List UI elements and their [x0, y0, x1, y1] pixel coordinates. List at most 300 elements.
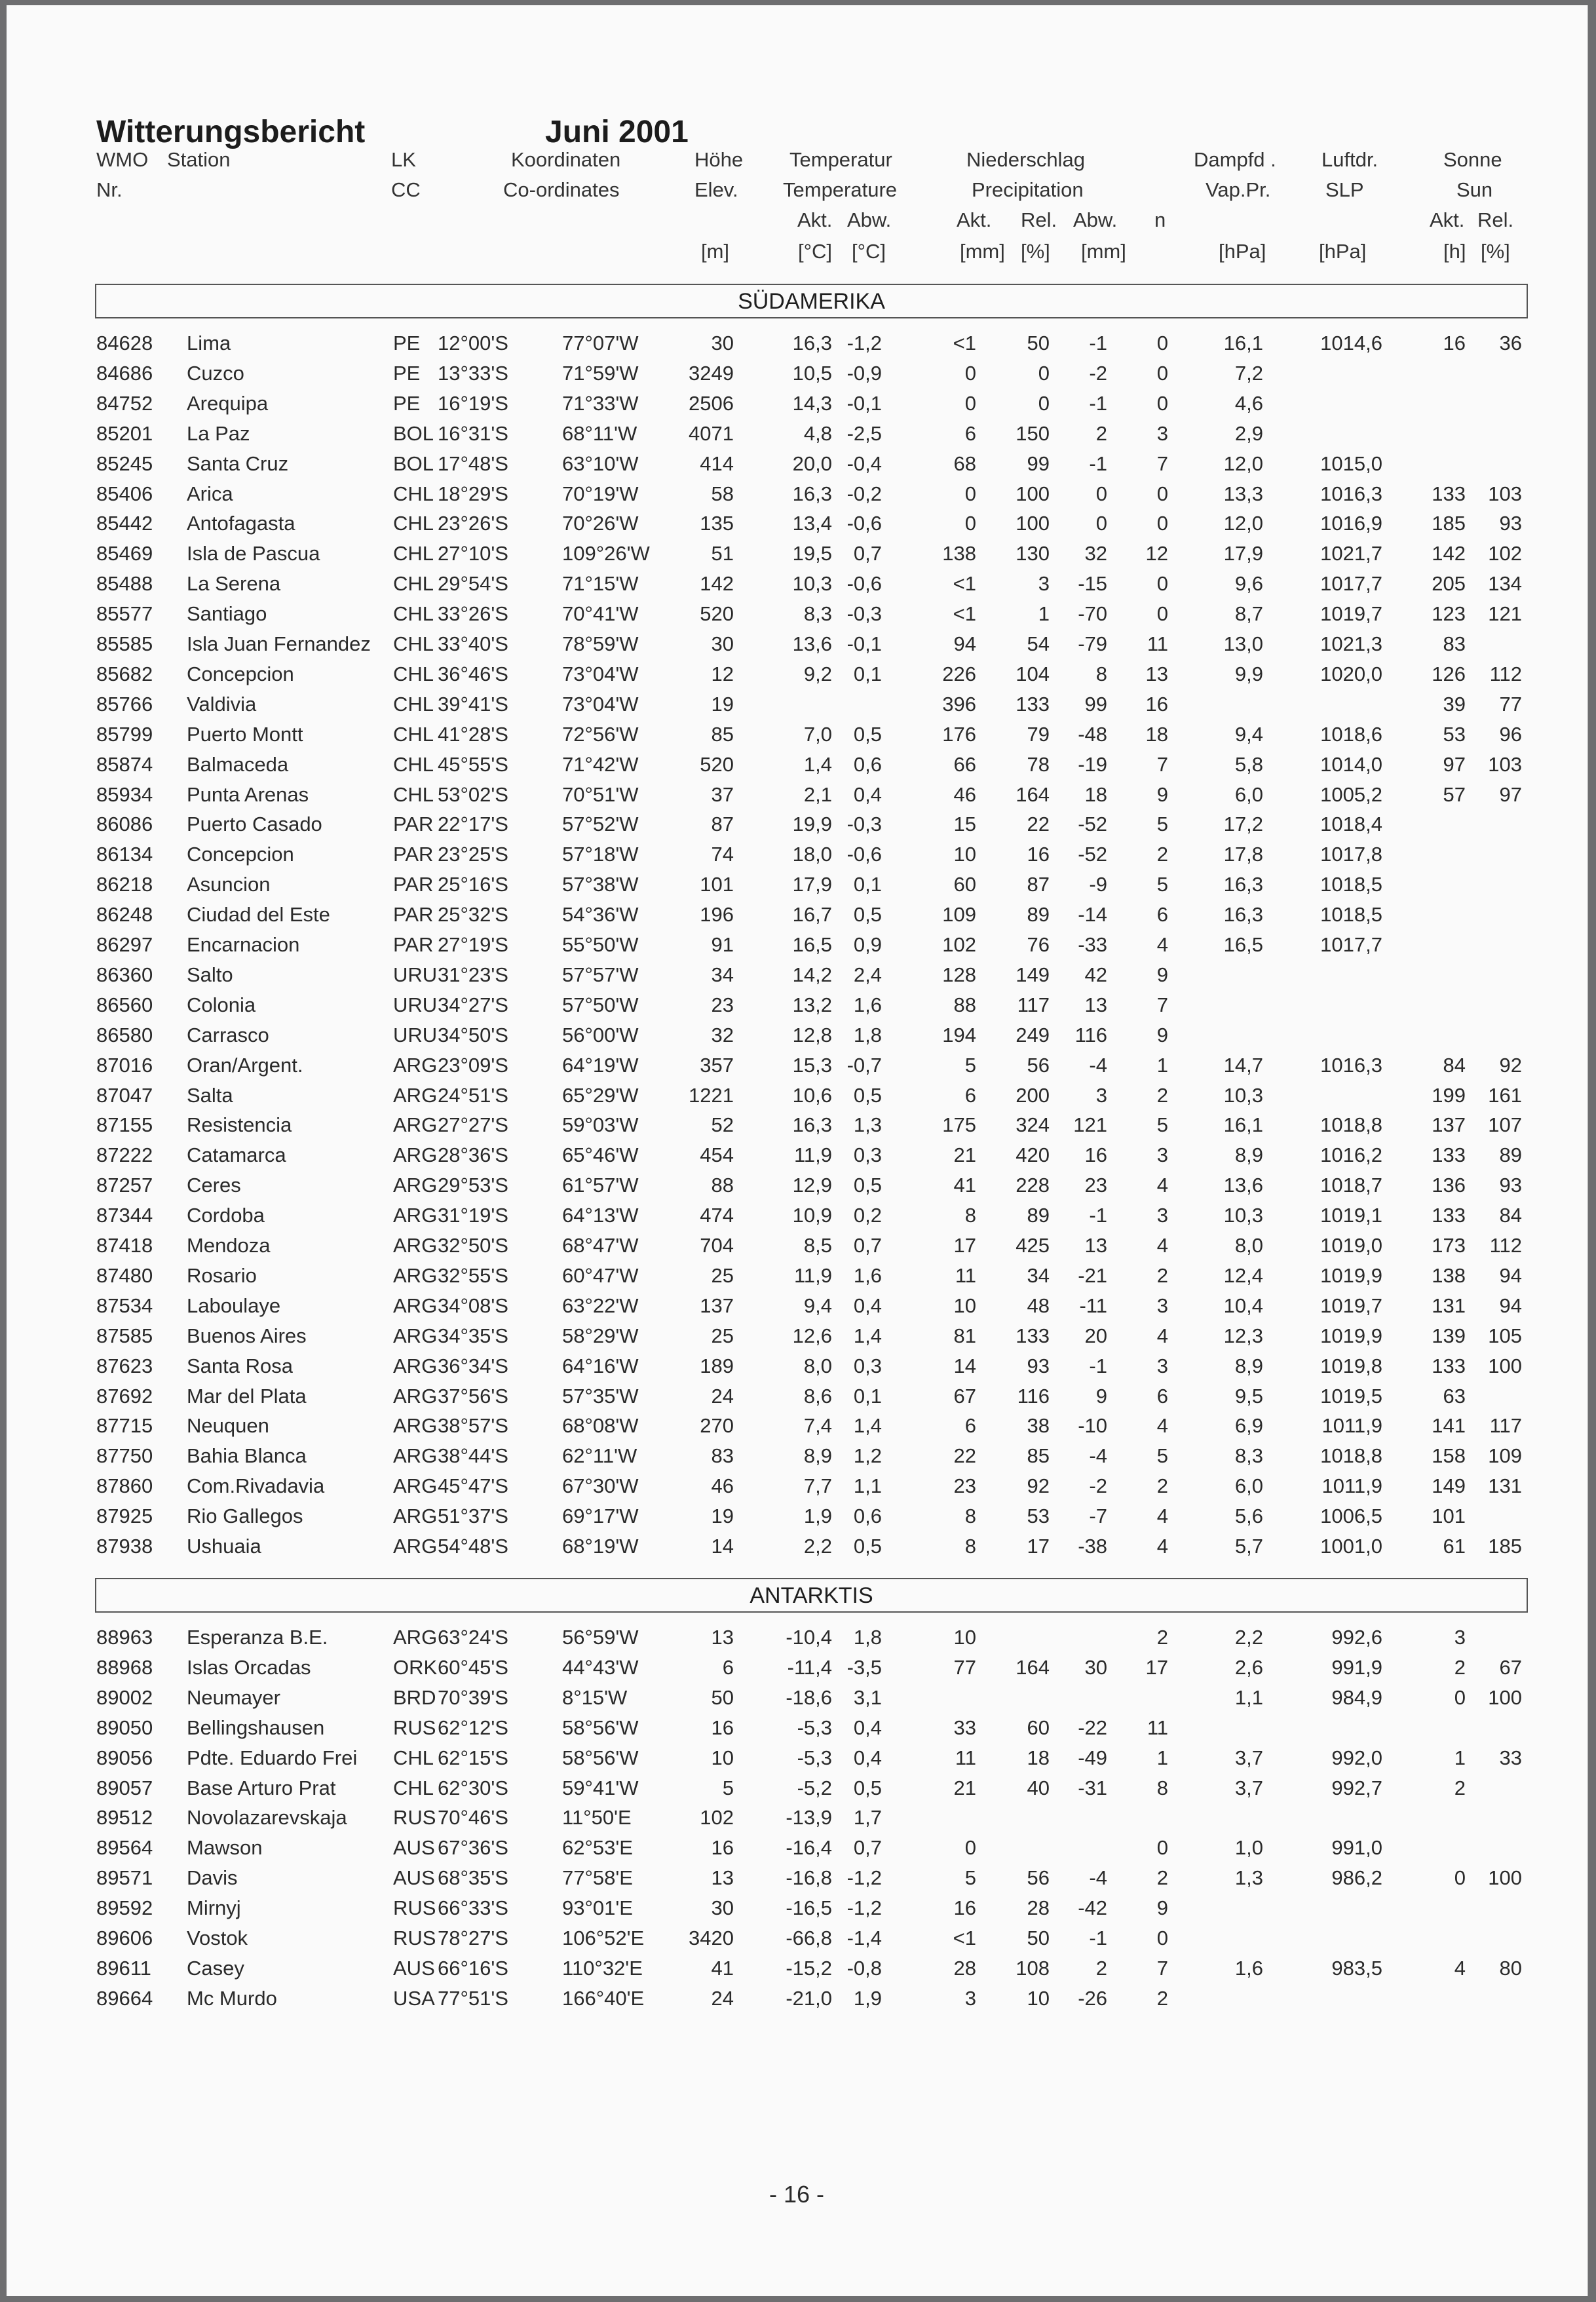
cell-longitude: 60°47'W	[562, 1263, 639, 1287]
cell-sun-rel: 77	[1499, 692, 1522, 716]
cell-precip-abw: 32	[1084, 542, 1107, 566]
cell-temp-akt: -16,8	[786, 1866, 832, 1890]
cell-temp-akt: 12,8	[792, 1023, 832, 1046]
cell-temp-akt: 7,0	[803, 722, 832, 746]
cell-slp: 1019,9	[1320, 1263, 1382, 1287]
cell-precip-akt: 60	[953, 873, 976, 896]
cell-precip-days: 7	[1156, 993, 1168, 1016]
cell-precip-abw: 0	[1095, 482, 1107, 505]
cell-station: Catamarca	[187, 1143, 286, 1167]
cell-sun-rel: 131	[1488, 1474, 1522, 1498]
cell-latitude: 27°19'S	[438, 933, 508, 956]
cell-temp-akt: 7,7	[803, 1474, 832, 1498]
cell-temp-abw: 0,6	[853, 752, 882, 776]
cell-precip-rel: 79	[1027, 722, 1050, 746]
cell-latitude: 32°55'S	[438, 1263, 508, 1287]
cell-precip-days: 4	[1156, 1414, 1168, 1438]
cell-precip-akt: 21	[953, 1776, 976, 1799]
cell-precip-rel: 87	[1027, 873, 1050, 896]
table-row	[7, 508, 1587, 539]
cell-elevation: 46	[711, 1474, 734, 1498]
cell-slp: 1016,3	[1320, 1053, 1382, 1077]
cell-latitude: 36°46'S	[438, 662, 508, 685]
table-row	[7, 599, 1587, 629]
table-row	[7, 809, 1587, 839]
cell-temp-akt: -5,3	[797, 1716, 832, 1739]
cell-precip-akt: 11	[955, 1746, 976, 1769]
cell-station: Rosario	[187, 1263, 257, 1287]
cell-slp: 1018,5	[1320, 873, 1382, 896]
cell-vapour-pressure: 13,3	[1223, 482, 1263, 505]
cell-latitude: 27°27'S	[438, 1113, 508, 1137]
cell-precip-rel: 164	[1016, 1655, 1050, 1679]
cell-precip-rel: 1	[1038, 602, 1050, 626]
cell-slp: 992,7	[1331, 1776, 1382, 1799]
hdr-nied-rel: Rel.	[1021, 208, 1057, 231]
cell-wmo-nr: 85874	[96, 752, 153, 776]
cell-precip-days: 6	[1156, 903, 1168, 927]
cell-temp-akt: 19,5	[792, 542, 832, 566]
cell-precip-akt: 41	[953, 1174, 976, 1197]
cell-precip-akt: 8	[964, 1204, 976, 1227]
cell-vapour-pressure: 8,7	[1234, 602, 1263, 626]
cell-wmo-nr: 89664	[96, 1986, 153, 2010]
cell-country: URU	[393, 1023, 438, 1046]
hdr-temperatur: Temperatur	[789, 148, 892, 171]
cell-station: Balmaceda	[187, 752, 289, 776]
cell-sun-akt: 101	[1432, 1505, 1466, 1528]
cell-sun-rel: 96	[1499, 722, 1522, 746]
cell-precip-rel: 60	[1027, 1716, 1050, 1739]
cell-vapour-pressure: 6,0	[1234, 1474, 1263, 1498]
cell-sun-akt: 83	[1443, 632, 1466, 655]
cell-latitude: 25°16'S	[438, 873, 508, 896]
cell-sun-akt: 137	[1432, 1113, 1466, 1137]
cell-sun-rel: 103	[1488, 482, 1522, 505]
cell-country: PAR	[393, 903, 434, 927]
cell-vapour-pressure: 13,6	[1223, 1174, 1263, 1197]
cell-vapour-pressure: 13,0	[1223, 632, 1263, 655]
table-row	[7, 960, 1587, 990]
cell-longitude: 57°50'W	[562, 993, 639, 1016]
cell-longitude: 93°01'E	[562, 1896, 633, 1920]
cell-elevation: 37	[711, 782, 734, 806]
table-row	[7, 1381, 1587, 1411]
hdr-sun: Sun	[1456, 178, 1493, 201]
cell-sun-akt: 3	[1454, 1626, 1466, 1649]
cell-longitude: 70°51'W	[562, 782, 639, 806]
cell-precip-abw: -4	[1089, 1053, 1107, 1077]
cell-temp-akt: 16,3	[792, 1113, 832, 1137]
table-row	[7, 1261, 1587, 1291]
cell-station: Cordoba	[187, 1204, 265, 1227]
cell-longitude: 58°56'W	[562, 1746, 639, 1769]
cell-latitude: 28°36'S	[438, 1143, 508, 1167]
cell-elevation: 454	[700, 1143, 734, 1167]
cell-temp-abw: -0,7	[846, 1053, 882, 1077]
cell-precip-abw: 23	[1084, 1174, 1107, 1197]
cell-wmo-nr: 89050	[96, 1716, 153, 1739]
hdr-nied-unit-akt: [mm]	[960, 240, 1005, 263]
table-row	[7, 539, 1587, 569]
cell-temp-akt: -15,2	[786, 1956, 832, 1980]
cell-longitude: 71°59'W	[562, 361, 639, 385]
cell-slp: 1018,6	[1320, 722, 1382, 746]
cell-longitude: 57°18'W	[562, 843, 639, 866]
cell-station: Mawson	[187, 1836, 263, 1860]
cell-station: Asuncion	[187, 873, 271, 896]
cell-temp-abw: -0,3	[846, 813, 882, 836]
cell-station: Esperanza B.E.	[187, 1626, 328, 1649]
cell-precip-days: 18	[1145, 722, 1168, 746]
cell-longitude: 58°56'W	[562, 1716, 639, 1739]
cell-precip-abw: -21	[1078, 1263, 1107, 1287]
cell-country: BOL	[393, 421, 434, 445]
cell-precip-rel: 50	[1027, 332, 1050, 355]
cell-slp: 1005,2	[1320, 782, 1382, 806]
cell-elevation: 74	[711, 843, 734, 866]
cell-sun-akt: 4	[1454, 1956, 1466, 1980]
cell-latitude: 62°15'S	[438, 1746, 508, 1769]
cell-latitude: 34°27'S	[438, 993, 508, 1016]
cell-latitude: 68°35'S	[438, 1866, 508, 1890]
cell-wmo-nr: 86297	[96, 933, 153, 956]
cell-temp-abw: -0,1	[846, 391, 882, 415]
cell-temp-abw: 0,4	[853, 782, 882, 806]
cell-vapour-pressure: 8,9	[1234, 1354, 1263, 1377]
cell-wmo-nr: 84628	[96, 332, 153, 355]
cell-longitude: 57°38'W	[562, 873, 639, 896]
cell-wmo-nr: 85682	[96, 662, 153, 685]
cell-precip-akt: 194	[942, 1023, 976, 1046]
cell-latitude: 18°29'S	[438, 482, 508, 505]
cell-latitude: 34°35'S	[438, 1324, 508, 1347]
cell-elevation: 2506	[689, 391, 734, 415]
cell-elevation: 4071	[689, 421, 734, 445]
cell-latitude: 41°28'S	[438, 722, 508, 746]
cell-precip-days: 3	[1156, 1143, 1168, 1167]
cell-vapour-pressure: 5,7	[1234, 1535, 1263, 1558]
cell-precip-akt: 175	[942, 1113, 976, 1137]
cell-country: ARG	[393, 1143, 438, 1167]
cell-station: Laboulaye	[187, 1294, 281, 1317]
cell-elevation: 23	[711, 993, 734, 1016]
cell-longitude: 57°57'W	[562, 963, 639, 986]
cell-elevation: 25	[711, 1324, 734, 1347]
section-title-antarktis: ANTARKTIS	[95, 1578, 1528, 1613]
cell-wmo-nr: 86560	[96, 993, 153, 1016]
table-row	[7, 1622, 1587, 1653]
cell-temp-akt: 16,3	[792, 482, 832, 505]
cell-sun-akt: 2	[1454, 1776, 1466, 1799]
cell-longitude: 55°50'W	[562, 933, 639, 956]
cell-station: Colonia	[187, 993, 256, 1016]
cell-temp-abw: 1,1	[853, 1474, 882, 1498]
cell-station: Casey	[187, 1956, 244, 1980]
cell-sun-rel: 102	[1488, 542, 1522, 566]
hdr-elev: Elev.	[694, 178, 738, 201]
cell-temp-abw: -1,2	[846, 332, 882, 355]
cell-precip-akt: 14	[953, 1354, 976, 1377]
cell-temp-akt: 18,0	[792, 843, 832, 866]
cell-slp: 1018,5	[1320, 903, 1382, 927]
cell-wmo-nr: 86580	[96, 1023, 153, 1046]
cell-latitude: 70°39'S	[438, 1685, 508, 1709]
cell-sun-rel: 84	[1499, 1204, 1522, 1227]
cell-latitude: 16°31'S	[438, 421, 508, 445]
cell-longitude: 63°22'W	[562, 1294, 639, 1317]
cell-vapour-pressure: 1,0	[1234, 1836, 1263, 1860]
cell-temp-akt: 10,5	[792, 361, 832, 385]
cell-station: Davis	[187, 1866, 238, 1890]
cell-elevation: 5	[722, 1776, 734, 1799]
cell-vapour-pressure: 4,6	[1234, 391, 1263, 415]
cell-longitude: 106°52'E	[562, 1927, 645, 1949]
cell-slp: 1019,7	[1320, 602, 1382, 626]
cell-slp: 1019,9	[1320, 1324, 1382, 1347]
cell-station: Cuzco	[187, 361, 244, 385]
cell-temp-abw: 0,9	[853, 933, 882, 956]
cell-vapour-pressure: 12,3	[1223, 1324, 1263, 1347]
cell-precip-abw: -15	[1078, 572, 1107, 596]
cell-precip-rel: 76	[1027, 933, 1050, 956]
cell-longitude: 57°35'W	[562, 1384, 639, 1408]
cell-precip-rel: 89	[1027, 1204, 1050, 1227]
cell-temp-abw: -0,9	[846, 361, 882, 385]
cell-precip-abw: -22	[1078, 1716, 1107, 1739]
cell-country: CHL	[393, 542, 434, 566]
cell-station: Ushuaia	[187, 1535, 261, 1558]
cell-longitude: 64°19'W	[562, 1053, 639, 1077]
cell-temp-akt: 2,1	[803, 782, 832, 806]
cell-precip-akt: 10	[953, 1294, 976, 1317]
cell-temp-akt: -13,9	[786, 1806, 832, 1830]
cell-precip-rel: 100	[1016, 482, 1050, 505]
table-row	[7, 569, 1587, 599]
cell-precip-rel: 38	[1027, 1414, 1050, 1438]
cell-country: ARG	[393, 1113, 438, 1137]
cell-precip-days: 5	[1156, 873, 1168, 896]
cell-wmo-nr: 89592	[96, 1896, 153, 1920]
cell-temp-akt: 8,0	[803, 1354, 832, 1377]
cell-precip-akt: 77	[953, 1655, 976, 1679]
cell-temp-abw: 0,4	[853, 1294, 882, 1317]
cell-elevation: 50	[711, 1685, 734, 1709]
cell-precip-rel: 89	[1027, 903, 1050, 927]
cell-station: Arica	[187, 482, 233, 505]
cell-country: CHL	[393, 572, 434, 596]
cell-sun-rel: 93	[1499, 1174, 1522, 1197]
cell-station: Vostok	[187, 1927, 248, 1949]
cell-precip-days: 2	[1156, 1083, 1168, 1107]
cell-station: Isla Juan Fernandez	[187, 632, 371, 655]
cell-precip-days: 0	[1156, 482, 1168, 505]
cell-sun-akt: 133	[1432, 1204, 1466, 1227]
cell-temp-abw: 2,4	[853, 963, 882, 986]
cell-latitude: 13°33'S	[438, 361, 508, 385]
cell-latitude: 70°46'S	[438, 1806, 508, 1830]
cell-precip-days: 4	[1156, 1174, 1168, 1197]
cell-country: ORK	[393, 1655, 438, 1679]
cell-precip-rel: 78	[1027, 752, 1050, 776]
cell-elevation: 196	[700, 903, 734, 927]
cell-sun-rel: 185	[1488, 1535, 1522, 1558]
table-row	[7, 1893, 1587, 1923]
table-row	[7, 839, 1587, 870]
cell-longitude: 71°42'W	[562, 752, 639, 776]
cell-elevation: 10	[711, 1746, 734, 1769]
cell-vapour-pressure: 6,0	[1234, 782, 1263, 806]
cell-slp: 991,0	[1331, 1836, 1382, 1860]
cell-temp-abw: 0,1	[853, 873, 882, 896]
cell-precip-akt: 176	[942, 722, 976, 746]
cell-longitude: 70°41'W	[562, 602, 639, 626]
cell-country: ARG	[393, 1384, 438, 1408]
cell-longitude: 64°16'W	[562, 1354, 639, 1377]
cell-temp-akt: 1,9	[803, 1505, 832, 1528]
cell-precip-rel: 92	[1027, 1474, 1050, 1498]
cell-slp: 1014,6	[1320, 332, 1382, 355]
cell-precip-days: 4	[1156, 1535, 1168, 1558]
cell-sun-rel: 100	[1488, 1354, 1522, 1377]
hdr-temp-abw: Abw.	[847, 208, 892, 231]
cell-precip-days: 3	[1156, 1354, 1168, 1377]
cell-station: Salto	[187, 963, 233, 986]
cell-longitude: 70°19'W	[562, 482, 639, 505]
cell-latitude: 32°50'S	[438, 1234, 508, 1257]
cell-elevation: 34	[711, 963, 734, 986]
cell-temp-akt: -5,2	[797, 1776, 832, 1799]
cell-sun-akt: 97	[1443, 752, 1466, 776]
cell-precip-days: 3	[1156, 1204, 1168, 1227]
cell-elevation: 12	[711, 662, 734, 685]
cell-longitude: 77°58'E	[562, 1866, 633, 1890]
cell-precip-akt: 0	[964, 512, 976, 535]
cell-elevation: 16	[711, 1836, 734, 1860]
cell-wmo-nr: 85488	[96, 572, 153, 596]
hdr-koordinaten: Koordinaten	[511, 148, 621, 171]
cell-wmo-nr: 86360	[96, 963, 153, 986]
cell-precip-rel: 150	[1016, 421, 1050, 445]
cell-temp-abw: 0,7	[853, 542, 882, 566]
cell-precip-abw: 20	[1084, 1324, 1107, 1347]
cell-latitude: 39°41'S	[438, 692, 508, 716]
cell-precip-akt: 46	[953, 782, 976, 806]
cell-station: Bahia Blanca	[187, 1444, 307, 1468]
cell-precip-akt: <1	[953, 572, 976, 596]
cell-slp: 1011,9	[1321, 1474, 1382, 1498]
cell-precip-abw: 13	[1084, 1234, 1107, 1257]
cell-slp: 1001,0	[1320, 1535, 1382, 1558]
cell-temp-akt: -16,4	[786, 1836, 832, 1860]
cell-elevation: 414	[700, 451, 734, 475]
table-row	[7, 870, 1587, 900]
cell-station: Neuquen	[187, 1414, 269, 1438]
cell-temp-akt: 12,6	[792, 1324, 832, 1347]
cell-wmo-nr: 89056	[96, 1746, 153, 1769]
cell-wmo-nr: 85585	[96, 632, 153, 655]
cell-vapour-pressure: 16,1	[1223, 332, 1263, 355]
cell-precip-abw: 2	[1095, 421, 1107, 445]
cell-precip-abw: 13	[1084, 993, 1107, 1016]
cell-latitude: 31°19'S	[438, 1204, 508, 1227]
cell-wmo-nr: 89057	[96, 1776, 153, 1799]
cell-slp: 984,9	[1331, 1685, 1382, 1709]
cell-temp-abw: 0,4	[853, 1746, 882, 1769]
cell-precip-akt: 6	[964, 1414, 976, 1438]
cell-latitude: 38°44'S	[438, 1444, 508, 1468]
cell-station: Santiago	[187, 602, 267, 626]
cell-precip-abw: -79	[1078, 632, 1107, 655]
cell-sun-akt: 139	[1432, 1324, 1466, 1347]
cell-latitude: 60°45'S	[438, 1655, 508, 1679]
cell-wmo-nr: 87257	[96, 1174, 153, 1197]
cell-temp-abw: -0,6	[846, 843, 882, 866]
cell-slp: 1018,7	[1320, 1174, 1382, 1197]
document-page	[7, 5, 1588, 2296]
table-row	[7, 1200, 1587, 1231]
cell-precip-rel: 249	[1016, 1023, 1050, 1046]
cell-wmo-nr: 85245	[96, 451, 153, 475]
cell-temp-akt: 10,3	[792, 572, 832, 596]
table-row	[7, 1683, 1587, 1713]
cell-precip-days: 13	[1145, 662, 1168, 685]
hdr-station: Station	[167, 148, 231, 171]
cell-precip-abw: -4	[1089, 1866, 1107, 1890]
cell-precip-days: 4	[1156, 1505, 1168, 1528]
cell-station: Punta Arenas	[187, 782, 309, 806]
cell-country: CHL	[393, 632, 434, 655]
cell-temp-akt: 10,9	[792, 1204, 832, 1227]
cell-country: PAR	[393, 873, 434, 896]
cell-sun-akt: 199	[1432, 1083, 1466, 1107]
cell-sun-rel: 33	[1499, 1746, 1522, 1769]
cell-longitude: 65°46'W	[562, 1143, 639, 1167]
cell-precip-abw: -9	[1089, 873, 1107, 896]
cell-sun-rel: 134	[1488, 572, 1522, 596]
table-row	[7, 1140, 1587, 1170]
cell-sun-rel: 107	[1488, 1113, 1522, 1137]
cell-precip-days: 11	[1147, 1716, 1168, 1739]
cell-temp-akt: 11,9	[793, 1143, 832, 1167]
cell-precip-days: 9	[1156, 782, 1168, 806]
cell-precip-rel: 108	[1016, 1956, 1050, 1980]
cell-elevation: 19	[711, 692, 734, 716]
cell-temp-akt: 4,8	[803, 421, 832, 445]
cell-slp: 1018,8	[1320, 1113, 1382, 1137]
cell-slp: 983,5	[1331, 1956, 1382, 1980]
cell-precip-rel: 200	[1016, 1083, 1050, 1107]
cell-country: ARG	[393, 1083, 438, 1107]
cell-station: Encarnacion	[187, 933, 300, 956]
cell-elevation: 704	[700, 1234, 734, 1257]
cell-station: Ceres	[187, 1174, 241, 1197]
cell-wmo-nr: 89002	[96, 1685, 153, 1709]
cell-elevation: 189	[700, 1354, 734, 1377]
cell-precip-days: 8	[1156, 1776, 1168, 1799]
cell-country: PAR	[393, 813, 434, 836]
cell-country: ARG	[393, 1535, 438, 1558]
cell-sun-akt: 1	[1454, 1746, 1466, 1769]
cell-longitude: 61°57'W	[562, 1174, 639, 1197]
cell-sun-rel: 80	[1499, 1956, 1522, 1980]
cell-precip-rel: 85	[1027, 1444, 1050, 1468]
table-row	[7, 1321, 1587, 1351]
cell-precip-akt: 128	[942, 963, 976, 986]
cell-longitude: 56°59'W	[562, 1626, 639, 1649]
cell-vapour-pressure: 2,2	[1234, 1626, 1263, 1649]
cell-temp-akt: 16,7	[792, 903, 832, 927]
